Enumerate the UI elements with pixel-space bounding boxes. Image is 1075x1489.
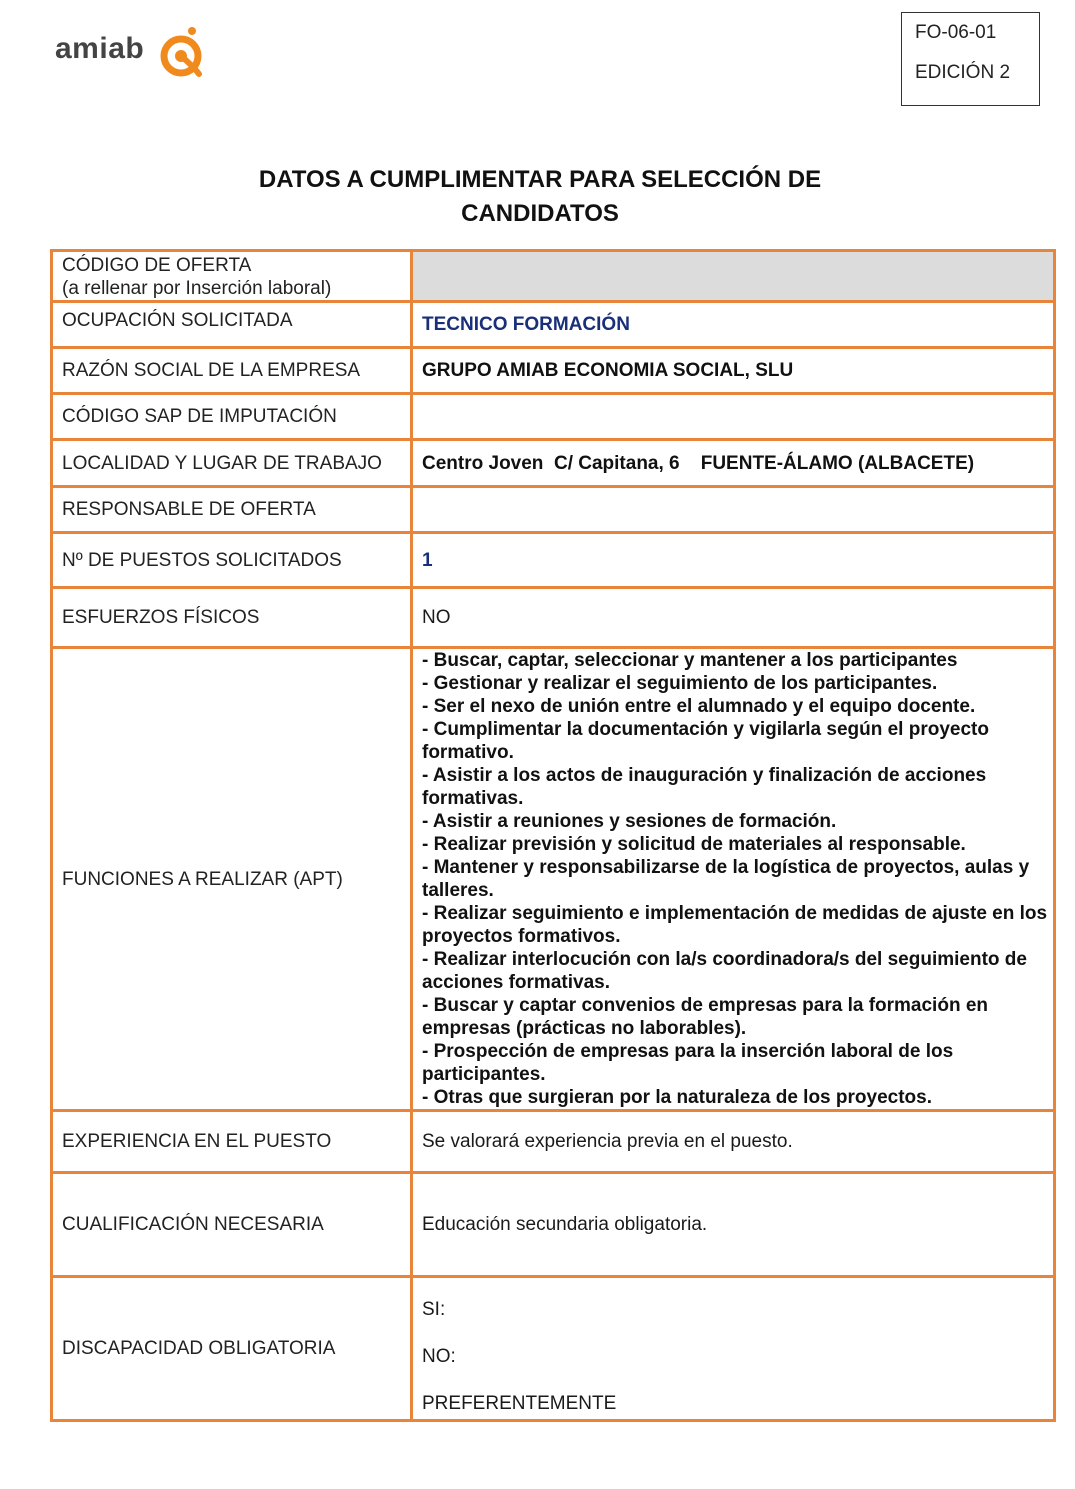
funcion-item: - Otras que surgieran por la naturaleza de los proyectos.	[422, 1087, 932, 1108]
field-experiencia[interactable]: Se valorará experiencia previa en el puesto.	[412, 1111, 1055, 1173]
label-esfuerzos: ESFUERZOS FÍSICOS	[52, 588, 412, 648]
document-code-box	[901, 12, 1040, 106]
candidate-form-table	[50, 249, 1056, 1422]
label-puestos: Nº DE PUESTOS SOLICITADOS	[52, 533, 412, 588]
row-responsable	[52, 487, 1055, 533]
label-cualificacion: CUALIFICACIÓN NECESARIA	[52, 1173, 412, 1277]
label-codigo-oferta	[52, 251, 412, 302]
funcion-item: - Asistir a reuniones y sesiones de formación.	[422, 811, 837, 832]
label-codigo-sap: CÓDIGO SAP DE IMPUTACIÓN	[52, 394, 412, 440]
field-funciones[interactable]	[412, 648, 1055, 1111]
label-funciones: FUNCIONES A REALIZAR (APT)	[52, 648, 412, 1111]
row-discapacidad	[52, 1277, 1055, 1421]
option-si[interactable]: SI:	[422, 1299, 446, 1320]
document-code: FO-06-01	[915, 22, 997, 43]
field-puestos[interactable]: 1	[412, 533, 1055, 588]
label-codigo-oferta-line1: CÓDIGO DE OFERTA	[62, 255, 252, 276]
logo-mark-icon	[153, 22, 213, 82]
funcion-item: - Cumplimentar la documentación y vigilarla según el proyecto formativo.	[422, 719, 989, 763]
title-line-2: CANDIDATOS	[461, 200, 619, 227]
row-funciones	[52, 648, 1055, 1111]
funcion-item: - Buscar y captar convenios de empresas para la formación en empresas (prácticas no laborables).	[422, 995, 989, 1039]
funcion-item: - Buscar, captar, seleccionar y mantener a los participantes	[422, 650, 958, 671]
logo-text: amiab	[55, 32, 145, 65]
row-ocupacion	[52, 302, 1055, 348]
field-localidad[interactable]: Centro Joven C/ Capitana, 6 FUENTE-ÁLAMO (ALBACETE)	[412, 440, 1055, 487]
funcion-item: - Gestionar y realizar el seguimiento de los participantes.	[422, 673, 938, 694]
label-localidad: LOCALIDAD Y LUGAR DE TRABAJO	[52, 440, 412, 487]
field-cualificacion[interactable]: Educación secundaria obligatoria.	[412, 1173, 1055, 1277]
funcion-item: - Prospección de empresas para la inserción laboral de los participantes.	[422, 1041, 954, 1085]
option-no[interactable]: NO:	[422, 1346, 456, 1367]
field-esfuerzos[interactable]: NO	[412, 588, 1055, 648]
funcion-item: - Ser el nexo de unión entre el alumnado y el equipo docente.	[422, 696, 976, 717]
row-codigo-oferta	[52, 251, 1055, 302]
funcion-item: - Mantener y responsabilizarse de la logística de proyectos, aulas y talleres.	[422, 857, 1030, 901]
funcion-item: - Realizar previsión y solicitud de materiales al responsable.	[422, 834, 966, 855]
label-ocupacion	[52, 302, 412, 348]
label-codigo-oferta-line2: (a rellenar por Inserción laboral)	[62, 278, 332, 299]
funcion-item: - Realizar seguimiento e implementación de medidas de ajuste en los proyectos formativos.	[422, 903, 1048, 947]
funciones-list	[422, 649, 1053, 1109]
row-localidad	[52, 440, 1055, 487]
row-cualificacion	[52, 1173, 1055, 1277]
label-ocupacion-text: OCUPACIÓN SOLICITADA	[62, 310, 293, 331]
row-razon-social	[52, 348, 1055, 394]
label-responsable: RESPONSABLE DE OFERTA	[52, 487, 412, 533]
row-esfuerzos	[52, 588, 1055, 648]
label-razon-social: RAZÓN SOCIAL DE LA EMPRESA	[52, 348, 412, 394]
field-responsable[interactable]	[412, 487, 1055, 533]
option-preferentemente[interactable]: PREFERENTEMENTE	[422, 1393, 617, 1414]
row-experiencia	[52, 1111, 1055, 1173]
label-discapacidad: DISCAPACIDAD OBLIGATORIA	[52, 1277, 412, 1421]
funcion-item: - Asistir a los actos de inauguración y finalización de acciones formativas.	[422, 765, 987, 809]
field-ocupacion[interactable]: TECNICO FORMACIÓN	[412, 302, 1055, 348]
field-codigo-oferta[interactable]	[412, 251, 1055, 302]
label-experiencia: EXPERIENCIA EN EL PUESTO	[52, 1111, 412, 1173]
document-edition: EDICIÓN 2	[915, 62, 1011, 83]
row-puestos	[52, 533, 1055, 588]
field-codigo-sap[interactable]	[412, 394, 1055, 440]
field-discapacidad[interactable]	[412, 1277, 1055, 1421]
row-codigo-sap	[52, 394, 1055, 440]
page-title	[160, 163, 920, 231]
title-line-1: DATOS A CUMPLIMENTAR PARA SELECCIÓN DE	[258, 166, 822, 193]
field-razon-social[interactable]: GRUPO AMIAB ECONOMIA SOCIAL, SLU	[412, 348, 1055, 394]
funcion-item: - Realizar interlocución con la/s coordinadora/s del seguimiento de acciones formativas.	[422, 949, 1027, 993]
